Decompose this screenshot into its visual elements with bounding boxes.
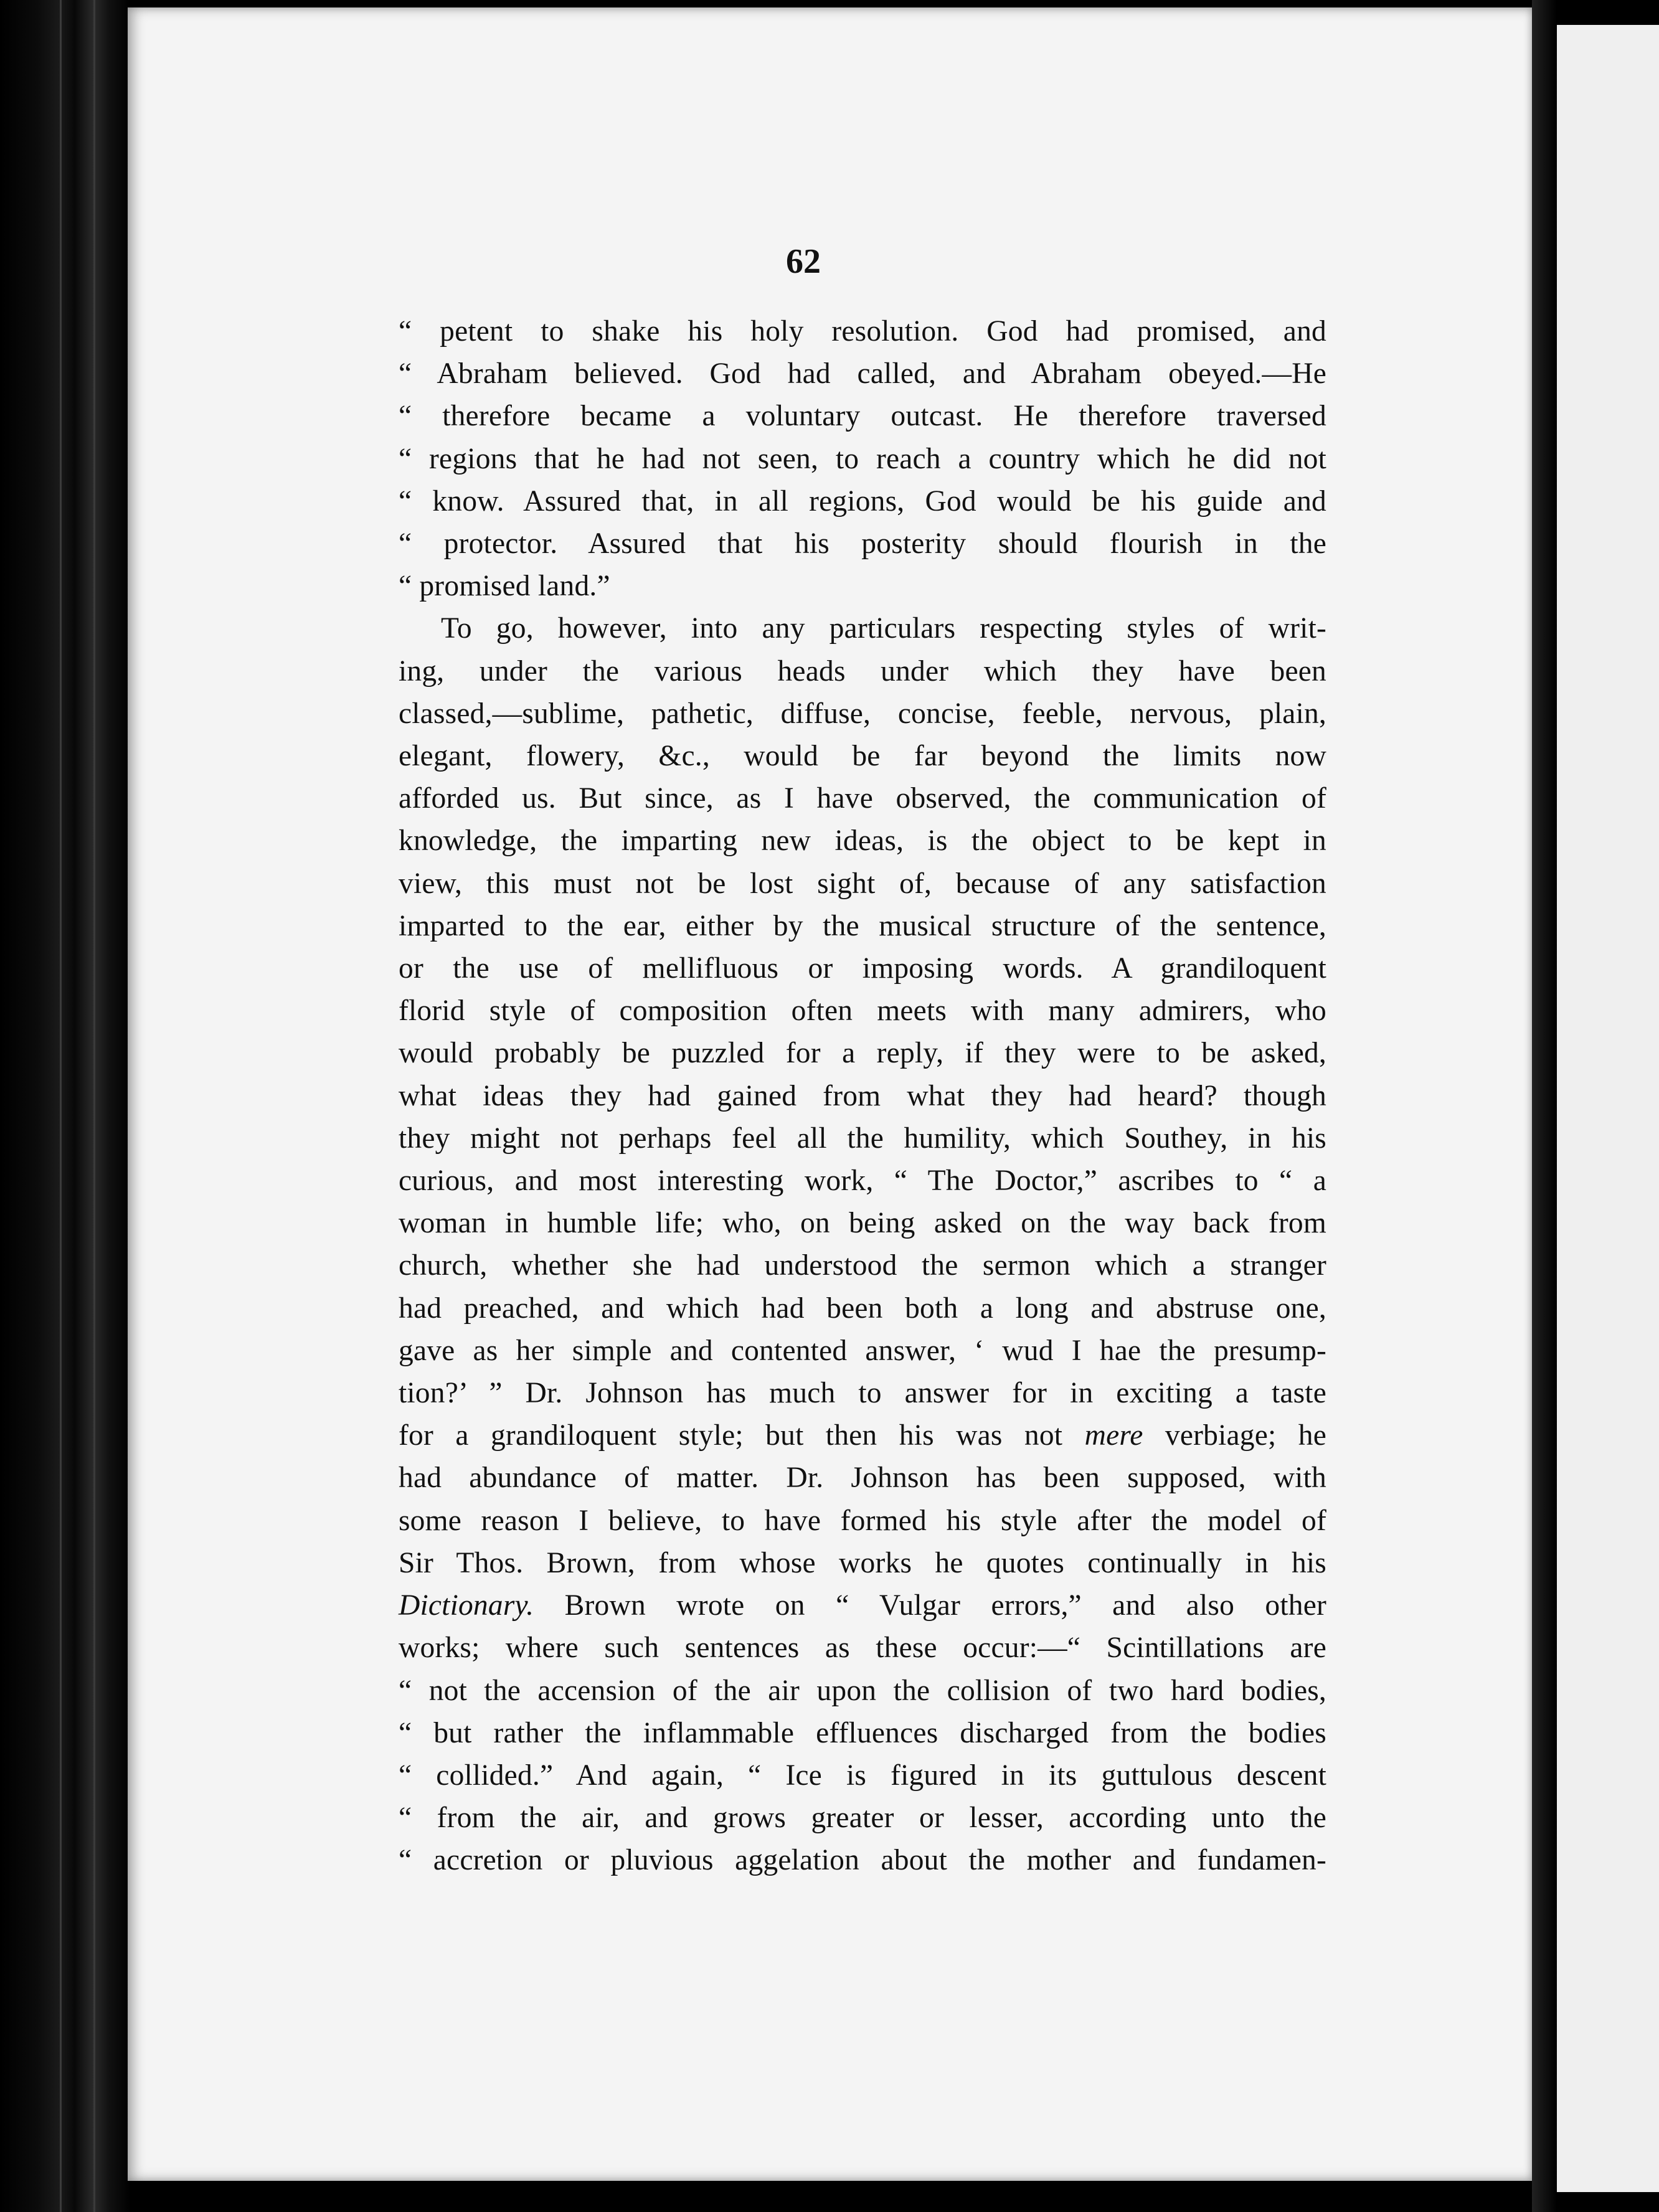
- body-text: [399, 310, 1326, 1882]
- text-line: would probably be puzzled for a reply, if they were to be asked,: [399, 1037, 1326, 1070]
- text-line: “ petent to shake his holy resolution. God had promised, and: [399, 315, 1326, 347]
- text-line: “ not the accension of the air upon the collision of two hard bodies,: [399, 1674, 1326, 1707]
- text-line: imparted to the ear, either by the musical structure of the sentence,: [399, 909, 1326, 942]
- text-line: “ promised land.”: [399, 570, 610, 603]
- binding-edge: [93, 0, 95, 2212]
- page-number: 62: [786, 242, 821, 281]
- text-line: or the use of mellifluous or imposing words. A grandiloquent: [399, 952, 1326, 985]
- text-line: “ collided.” And again, “ Ice is figured in its guttulous descent: [399, 1759, 1326, 1792]
- page-gutter-right: [1532, 0, 1557, 2212]
- text-line: ing, under the various heads under which they have been: [399, 655, 1326, 688]
- text-line: elegant, flowery, &c., would be far beyond the limits now: [399, 740, 1326, 773]
- text-line: some reason I believe, to have formed his style after the model of: [399, 1504, 1326, 1537]
- text-line: gave as her simple and contented answer, ‘ wud I hae the presump-: [399, 1334, 1326, 1367]
- binding-edge: [60, 0, 62, 2212]
- text-line: “ know. Assured that, in all regions, God would be his guide and: [399, 484, 1326, 518]
- text-line: classed,—sublime, pathetic, diffuse, concise, feeble, nervous, plain,: [399, 697, 1326, 730]
- text-line: Sir Thos. Brown, from whose works he quotes continually in his: [399, 1546, 1326, 1579]
- text-line-with-italic: [399, 1414, 1326, 1457]
- text-line: works; where such sentences as these occur:—“ Scintillations are: [399, 1632, 1326, 1665]
- text-line: “ Abraham believed. God had called, and Abraham obeyed.—He: [399, 357, 1326, 390]
- book-binding: [0, 0, 131, 2212]
- italic-word: Dictionary.: [399, 1589, 534, 1622]
- text-line-with-italic: [399, 1584, 1326, 1627]
- text-line: “ regions that he had not seen, to reach a country which he did not: [399, 442, 1326, 475]
- text-line: tion?’ ” Dr. Johnson has much to answer for in exciting a taste: [399, 1377, 1326, 1410]
- text-line: “ therefore became a voluntary outcast. He therefore traversed: [399, 400, 1326, 433]
- text-line: woman in humble life; who, on being asked on the way back from: [399, 1207, 1326, 1240]
- text-line: what ideas they had gained from what they had heard? though: [399, 1079, 1326, 1112]
- text-fragment: for a grandiloquent style; but then his was not: [399, 1419, 1063, 1452]
- text-line: “ accretion or pluvious aggelation about the mother and fundamen-: [399, 1844, 1326, 1877]
- text-fragment: verbiage; he: [1165, 1419, 1326, 1452]
- text-line: they might not perhaps feel all the humility, which Southey, in his: [399, 1122, 1326, 1155]
- text-line: had abundance of matter. Dr. Johnson has been supposed, with: [399, 1462, 1326, 1495]
- paragraph-start-line: To go, however, into any particulars respecting styles of writ-: [441, 612, 1326, 645]
- adjacent-page-edge: [1557, 25, 1659, 2192]
- text-fragment: Brown wrote on “ Vulgar errors,” and also other: [564, 1589, 1326, 1622]
- italic-word: mere: [1084, 1419, 1143, 1452]
- text-line: afforded us. But since, as I have observed, the communication of: [399, 782, 1326, 815]
- text-line: florid style of composition often meets with many admirers, who: [399, 995, 1326, 1028]
- text-line: curious, and most interesting work, “ The Doctor,” ascribes to “ a: [399, 1165, 1326, 1198]
- text-line: “ but rather the inflammable effluences discharged from the bodies: [399, 1716, 1326, 1749]
- text-line: had preached, and which had been both a long and abstruse one,: [399, 1292, 1326, 1325]
- text-line: “ from the air, and grows greater or lesser, according unto the: [399, 1802, 1326, 1835]
- text-line: church, whether she had understood the sermon which a stranger: [399, 1249, 1326, 1282]
- text-line: knowledge, the imparting new ideas, is the object to be kept in: [399, 825, 1326, 858]
- text-line: “ protector. Assured that his posterity should flourish in the: [399, 527, 1326, 560]
- text-line: view, this must not be lost sight of, because of any satisfaction: [399, 867, 1326, 900]
